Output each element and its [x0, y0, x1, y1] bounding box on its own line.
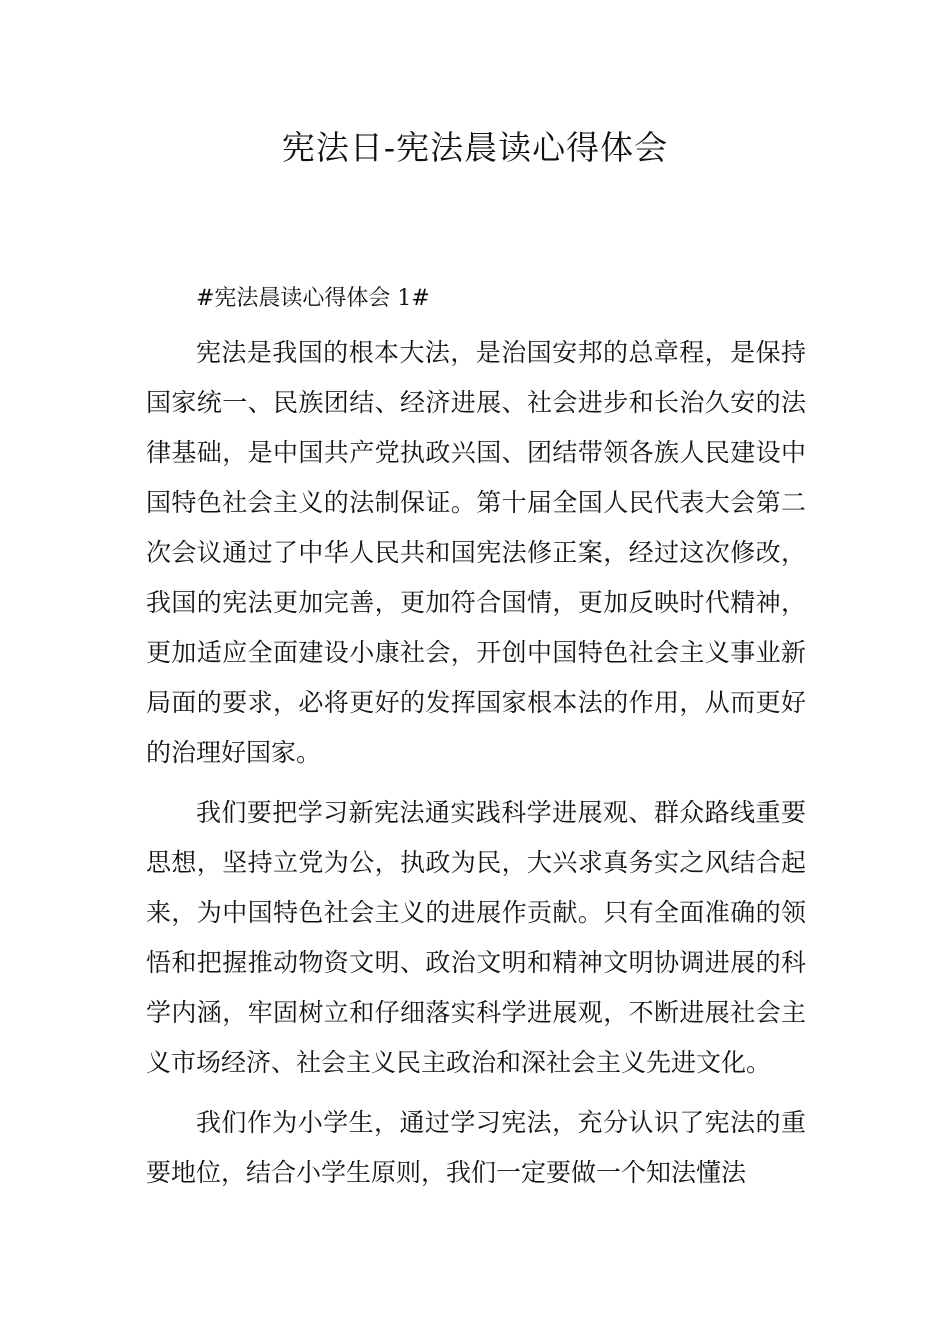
paragraph-1: 宪法是我国的根本大法，是治国安邦的总章程，是保持国家统一、民族团结、经济进展、社会进步和长治久安的法律基础，是中国共产党执政兴国、团结带领各族人民建设中国特色社会主义的法制保证。第十届全国人民代表大会第二次会议通过了中华人民共和国宪法修正案，经过这次修改，我国的宪法更加完善，更加符合国情，更加反映时代精神，更加适应全面建设小康社会，开创中国特色社会主义事业新局面的要求，必将更好的发挥国家根本法的作用，从而更好的治理好国家。: [146, 338, 806, 767]
section-heading: #宪法晨读心得体会 1#: [196, 286, 430, 311]
paragraph-3: 我们作为小学生，通过学习宪法，充分认识了宪法的重要地位，结合小学生原则，我们一定要做一个知法懂法: [146, 1108, 806, 1187]
paragraph-2: 我们要把学习新宪法通实践科学进展观、群众路线重要思想，坚持立党为公，执政为民，大兴求真务实之风结合起来，为中国特色社会主义的进展作贡献。只有全面准确的领悟和把握推动物资文明、政治文明和精神文明协调进展的科学内涵，牢固树立和仔细落实科学进展观，不断进展社会主义市场经济、社会主义民主政治和深社会主义先进文化。: [146, 798, 806, 1077]
document-body: [146, 278, 806, 1198]
document-title: 宪法日-宪法晨读心得体会: [281, 128, 669, 167]
